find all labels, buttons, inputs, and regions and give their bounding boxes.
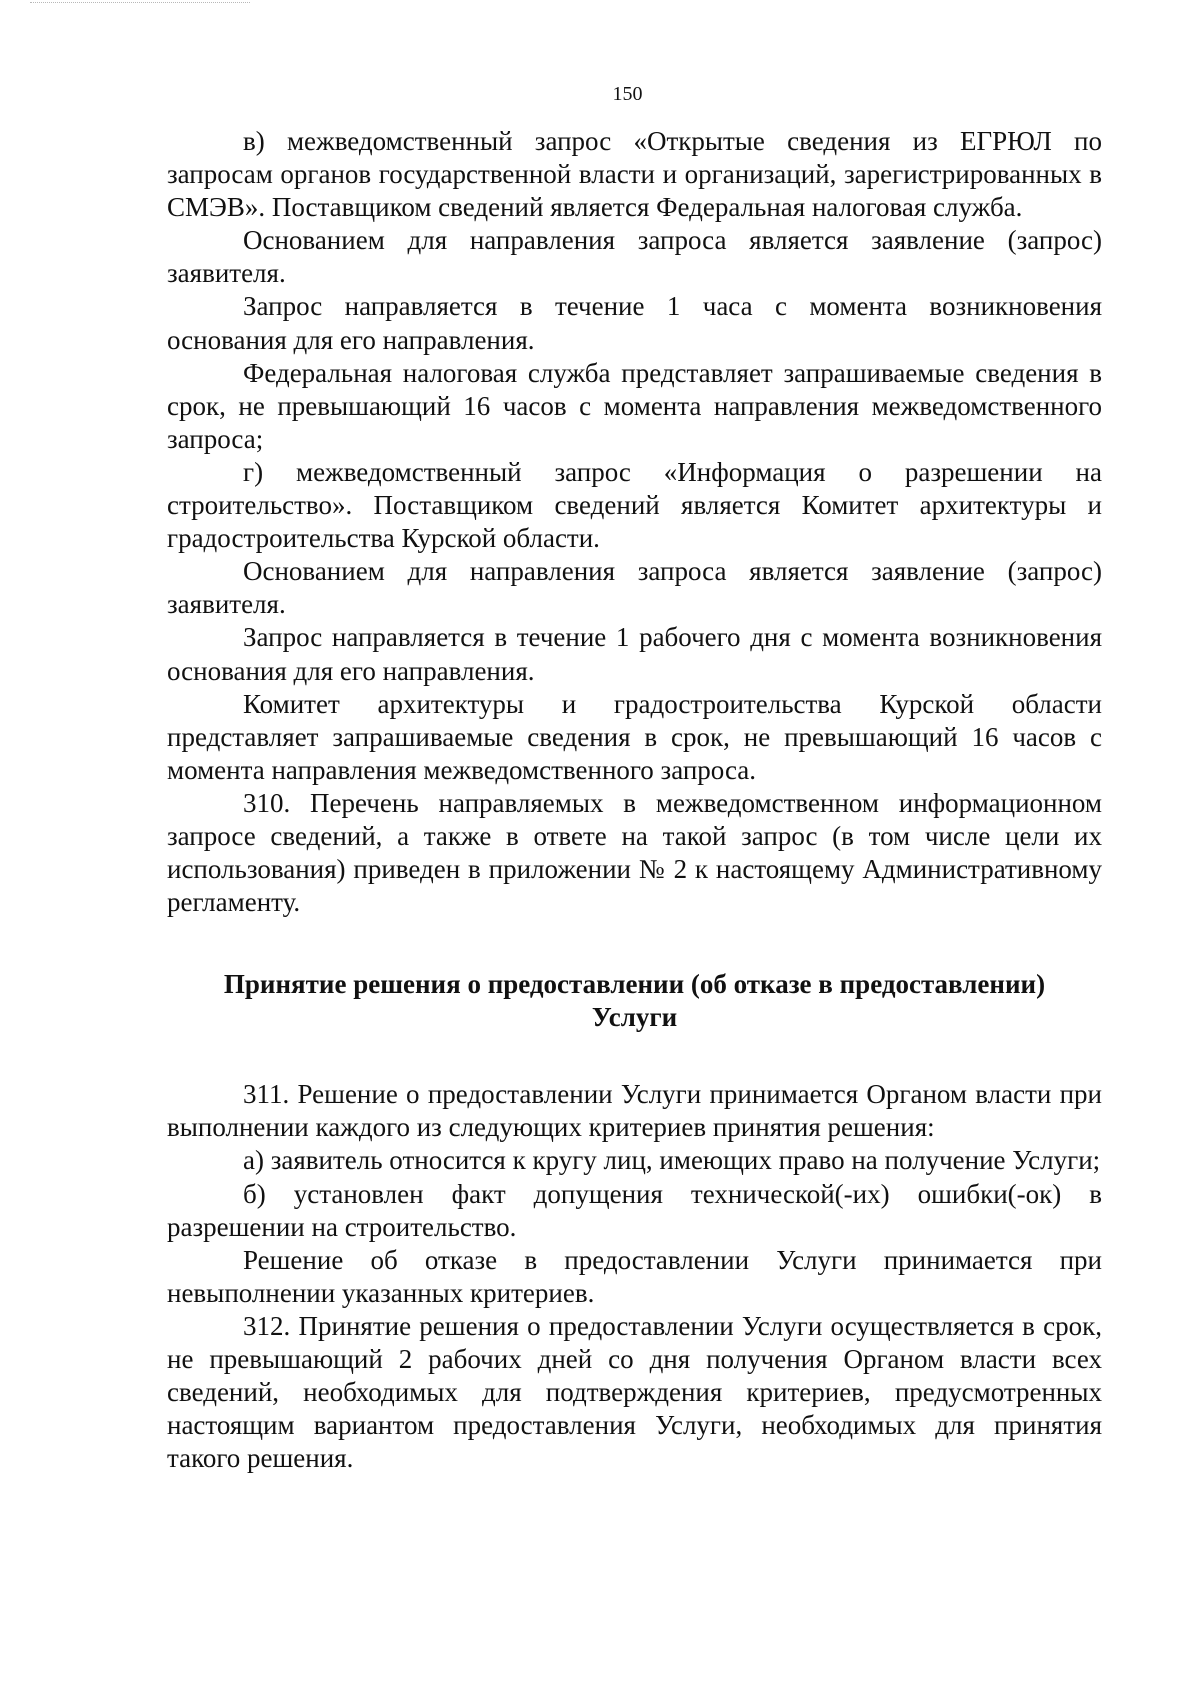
paragraph-request-v: в) межведомственный запрос «Открытые сведения из ЕГРЮЛ по запросам органов государственной власти и организаций, зарегистрированных в СМЭВ». Поставщиком сведений является Федеральная налоговая служба. [167, 126, 1102, 223]
paragraph-fns-response: Федеральная налоговая служба представляет запрашиваемые сведения в срок, не превышающий 16 часов с момента направления межведомственного запроса; [167, 357, 1102, 454]
paragraph-criterion-b: б) установлен факт допущения технической(-их) ошибки(-ок) в разрешении на строительство. [167, 1178, 1102, 1242]
section-heading-line-2: Услуги [591, 1002, 678, 1033]
paragraph-refusal: Решение об отказе в предоставлении Услуги принимается при невыполнении указанных критериев. [167, 1244, 1102, 1308]
paragraph-basis-1: Основанием для направления запроса является заявление (запрос) заявителя. [167, 225, 1102, 289]
paragraph-310: 310. Перечень направляемых в межведомственном информационном запросе сведений, а также в ответе на такой запрос (в том числе цели их использования) приведен в приложении № 2 к настоящему Административному регламенту. [167, 787, 1102, 918]
section-heading [167, 968, 1102, 1034]
page-number: 150 [612, 83, 643, 105]
paragraph-timing-1: Запрос направляется в течение 1 часа с момента возникновения основания для его направления. [167, 291, 1102, 355]
document-body [167, 125, 1102, 1475]
scan-artifact [30, 2, 250, 6]
paragraph-committee-response: Комитет архитектуры и градостроительства Курской области представляет запрашиваемые сведения в срок, не превышающий 16 часов с момента направления межведомственного запроса. [167, 688, 1102, 785]
section-heading-line-1: Принятие решения о предоставлении (об отказе в предоставлении) [223, 969, 1046, 1000]
paragraph-basis-2: Основанием для направления запроса является заявление (запрос) заявителя. [167, 556, 1102, 620]
paragraph-311: 311. Решение о предоставлении Услуги принимается Органом власти при выполнении каждого из следующих критериев принятия решения: [167, 1079, 1102, 1143]
paragraph-criterion-a: а) заявитель относится к кругу лиц, имеющих право на получение Услуги; [243, 1145, 1101, 1176]
paragraph-timing-2: Запрос направляется в течение 1 рабочего дня с момента возникновения основания для его направления. [167, 622, 1102, 686]
paragraph-312: 312. Принятие решения о предоставлении Услуги осуществляется в срок, не превышающий 2 рабочих дней со дня получения Органом власти всех сведений, необходимых для подтверждения критериев, предусмотренных настоящим вариантом предоставления Услуги, необходимых для принятия такого решения. [167, 1310, 1102, 1474]
paragraph-request-g: г) межведомственный запрос «Информация о разрешении на строительство». Поставщиком сведений является Комитет архитектуры и градостроительства Курской области. [167, 456, 1102, 554]
